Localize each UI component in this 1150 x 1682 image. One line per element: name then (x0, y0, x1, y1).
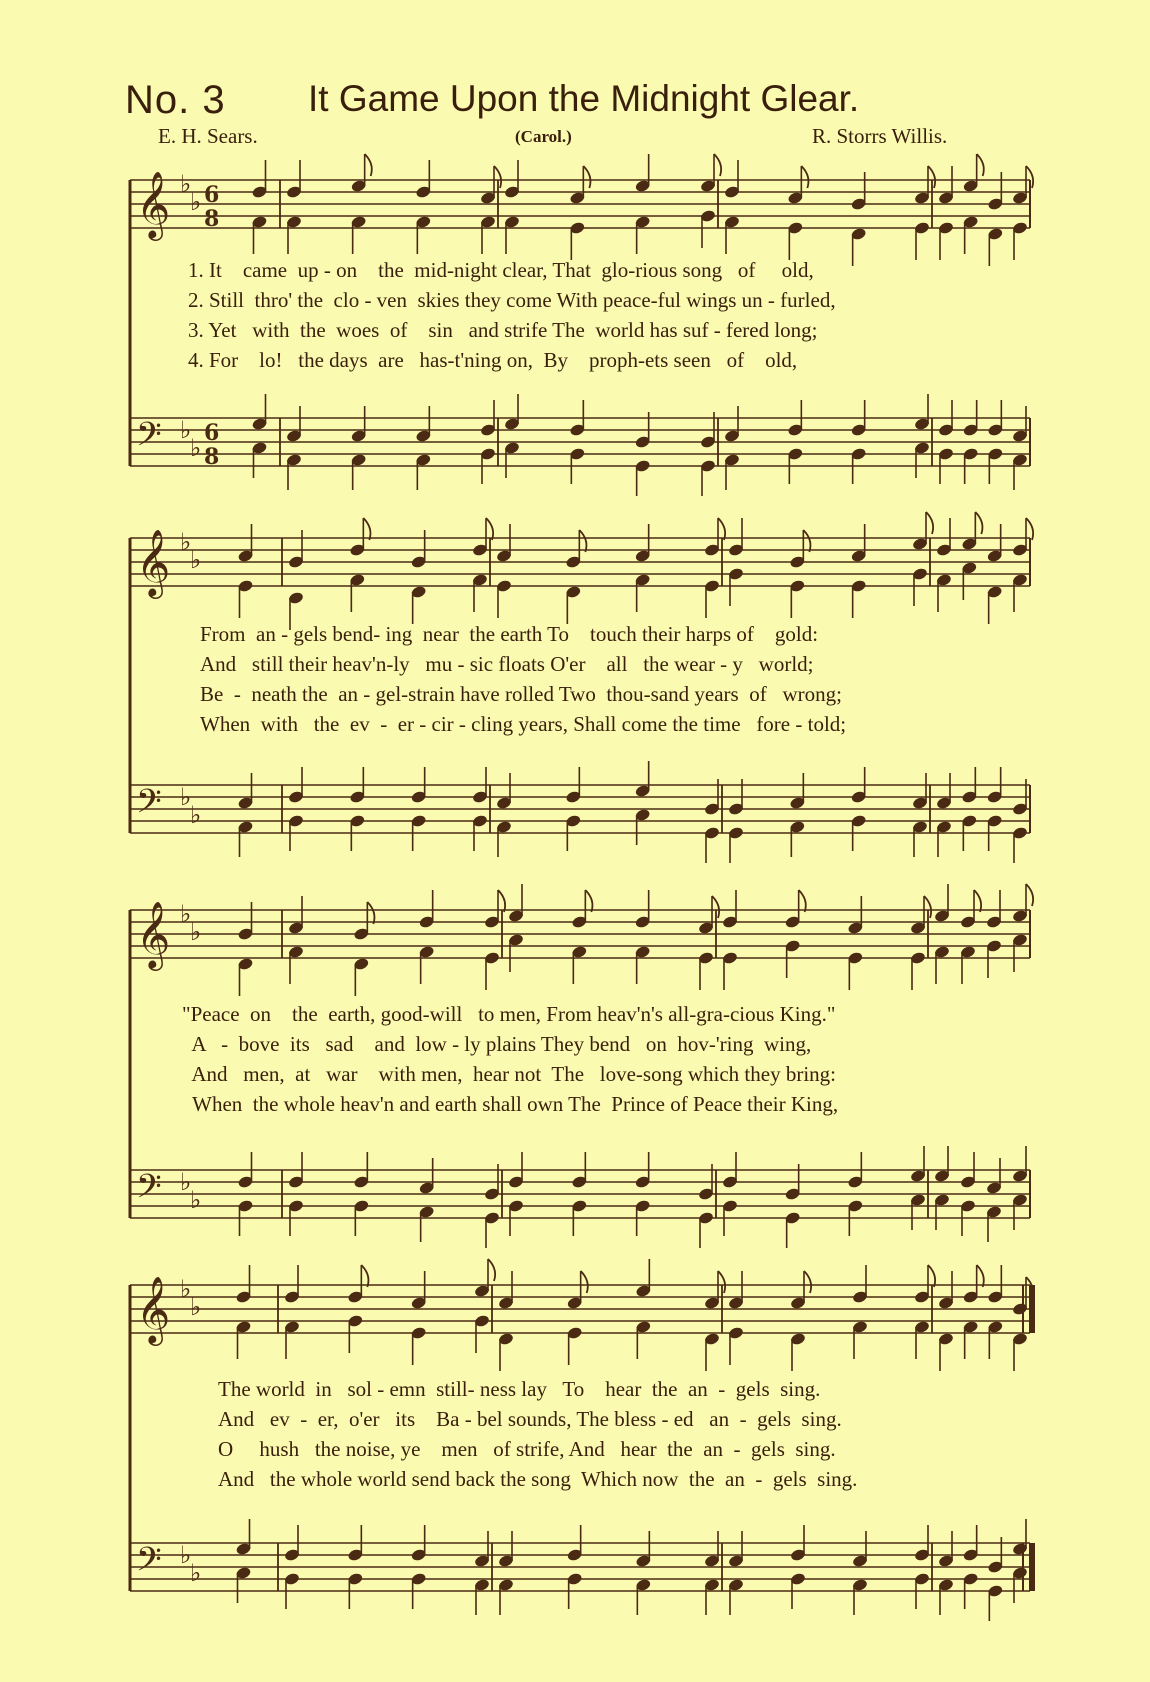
note-flag (714, 154, 721, 176)
lyric-line: And the whole world send back the song Which now the an - gels sing. (218, 1467, 858, 1491)
hymn-subtitle: (Carol.) (515, 127, 572, 146)
note-flag (498, 890, 505, 912)
bass-clef-icon: 𝄢 (136, 783, 162, 829)
bass-clef-icon: 𝄢 (136, 1541, 162, 1587)
hymn-title: It Game Upon the Midnight Glear. (308, 78, 860, 119)
lyric-line: When the whole heav'n and earth shall own The Prince of Peace their King, (182, 1092, 839, 1116)
note-flag (977, 154, 984, 176)
lyric-line: 3. Yet with the woes of sin and strife The world has suf - fered long; (188, 318, 818, 342)
treble-clef-icon: 𝄞 (136, 528, 171, 596)
flat-icon: ♭ (190, 546, 202, 574)
treble-clef-icon: 𝄞 (136, 900, 171, 968)
note-flag (581, 1271, 588, 1293)
note-flag (361, 1265, 368, 1287)
note-flag (1026, 884, 1033, 906)
lyric-line: And still their heav'n-ly mu - sic floats O'er all the wear - y world; (200, 652, 814, 676)
lyric-line: O hush the noise, ye men of strife, And hear the an - gels sing. (218, 1437, 836, 1461)
lyric-line: And ev - er, o'er its Ba - bel sounds, The bless - ed an - gels sing. (218, 1407, 842, 1431)
flat-icon: ♭ (180, 416, 192, 444)
note-flag (799, 890, 806, 912)
flat-icon: ♭ (190, 188, 202, 216)
bass-clef-icon: 𝄢 (136, 1168, 162, 1214)
note-flag (488, 1259, 495, 1281)
lyricist: E. H. Sears. (158, 124, 258, 148)
note-flag (579, 530, 586, 552)
lyric-line: A - bove its sad and low - ly plains They bend on hov-'ring wing, (182, 1032, 812, 1056)
note-flag (365, 154, 372, 176)
note-flag (486, 518, 493, 540)
time-signature-top: 6 (204, 420, 220, 446)
lyric-line: 2. Still thro' the clo - ven skies they come With peace-ful wings un - furled, (188, 288, 836, 312)
lyric-line: Be - neath the an - gel-strain have rolled Two thou-sand years of wrong; (200, 682, 842, 706)
lyric-line: When with the ev - er - cir - cling years, Shall come the time fore - told; (200, 712, 847, 736)
flat-icon: ♭ (180, 1275, 192, 1303)
flat-icon: ♭ (190, 1186, 202, 1214)
note-flag (583, 166, 590, 188)
hymn-number: No. 3 (125, 78, 226, 122)
flat-icon: ♭ (190, 801, 202, 829)
treble-clef-icon: 𝄞 (136, 1275, 171, 1343)
note-flag (928, 1265, 935, 1287)
note-flag (585, 890, 592, 912)
note-flag (801, 166, 808, 188)
note-flag (804, 1271, 811, 1293)
flat-icon: ♭ (190, 434, 202, 462)
flat-icon: ♭ (180, 170, 192, 198)
composer: R. Storrs Willis. (812, 124, 948, 148)
note-flag (718, 518, 725, 540)
flat-icon: ♭ (180, 1541, 192, 1569)
lyric-line: The world in sol - emn still- ness lay To hear the an - gels sing. (218, 1377, 821, 1401)
note-flag (803, 530, 810, 552)
flat-icon: ♭ (180, 900, 192, 928)
lyric-line: From an - gels bend- ing near the earth To touch their harps of gold: (200, 622, 819, 646)
flat-icon: ♭ (190, 918, 202, 946)
lyric-line: 4. For lo! the days are has-t'ning on, By proph-ets seen of old, (188, 348, 798, 372)
note-flag (1026, 518, 1033, 540)
time-signature-bottom: 8 (204, 444, 220, 470)
note-flag (363, 518, 370, 540)
note-flag (977, 1265, 984, 1287)
flat-icon: ♭ (180, 528, 192, 556)
lyric-line: 1. It came up - on the mid-night clear, That glo-rious song of old, (188, 258, 814, 282)
bass-clef-icon: 𝄢 (136, 416, 162, 462)
lyric-line: "Peace on the earth, good-will to men, From heav'n's all-gra-cious King." (182, 1002, 836, 1026)
flat-icon: ♭ (180, 1168, 192, 1196)
note-flag (367, 902, 374, 924)
flat-icon: ♭ (190, 1293, 202, 1321)
note-flag (926, 512, 933, 534)
time-signature-top: 6 (204, 182, 220, 208)
flat-icon: ♭ (190, 1559, 202, 1587)
flat-icon: ♭ (180, 783, 192, 811)
note-flag (975, 512, 982, 534)
note-flag (974, 890, 981, 912)
time-signature-bottom: 8 (204, 206, 220, 232)
lyric-line: And men, at war with men, hear not The love-song which they bring: (182, 1062, 836, 1086)
treble-clef-icon: 𝄞 (136, 170, 171, 238)
